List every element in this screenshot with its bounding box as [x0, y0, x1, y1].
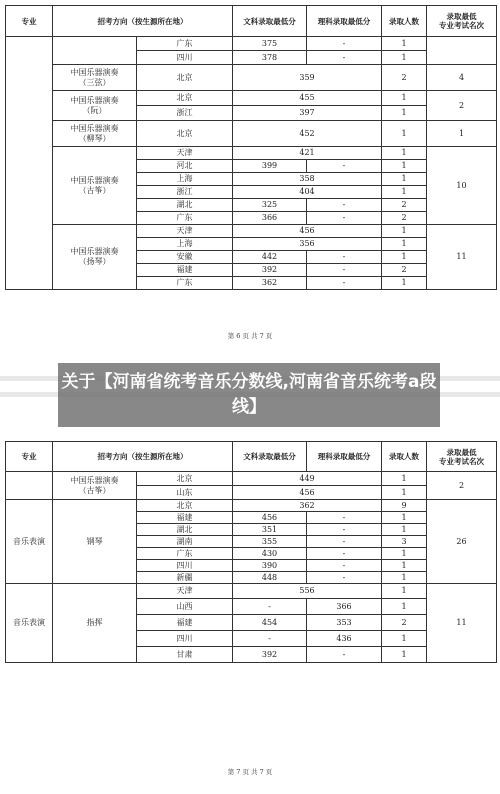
region-cell: 广东 — [137, 37, 233, 51]
direction-cell: 中国乐器演奏 （古筝） — [53, 147, 137, 225]
region-cell: 北京 — [137, 65, 233, 91]
region-cell: 浙江 — [137, 186, 233, 199]
direction-cell: 指挥 — [53, 584, 137, 663]
rank-cell: 2 — [427, 472, 497, 500]
count-cell: 2 — [382, 199, 427, 212]
rank-cell: 1 — [427, 121, 497, 147]
count-cell: 1 — [382, 121, 427, 147]
region-cell: 安徽 — [137, 251, 233, 264]
sci-score-cell: - — [307, 251, 382, 264]
region-cell: 新疆 — [137, 572, 233, 584]
region-cell: 河北 — [137, 160, 233, 173]
count-cell: 2 — [382, 212, 427, 225]
direction-cell: 中国乐器演奏 （扬琴） — [53, 225, 137, 290]
region-cell: 北京 — [137, 472, 233, 486]
score-cell: 456 — [233, 225, 382, 238]
sci-score-cell: - — [307, 264, 382, 277]
arts-score-cell: 399 — [233, 160, 307, 173]
rank-cell: 4 — [427, 65, 497, 91]
count-cell: 1 — [382, 584, 427, 599]
count-cell: 1 — [382, 599, 427, 615]
region-cell: 北京 — [137, 121, 233, 147]
region-cell: 天津 — [137, 225, 233, 238]
page-number: 第 7 页 共 7 页 — [227, 768, 273, 776]
table-row — [6, 121, 497, 147]
region-cell: 湖北 — [137, 524, 233, 536]
count-cell: 1 — [382, 512, 427, 524]
score-cell: 362 — [233, 500, 382, 512]
score-cell: 556 — [233, 584, 382, 599]
arts-score-cell: 448 — [233, 572, 307, 584]
count-cell: 1 — [382, 647, 427, 663]
arts-score-cell: 325 — [233, 199, 307, 212]
region-cell: 福建 — [137, 615, 233, 631]
header-major: 专业 — [6, 442, 53, 472]
count-cell: 1 — [382, 106, 427, 121]
header-sci-min: 理科录取最低分 — [307, 442, 382, 472]
arts-score-cell: 355 — [233, 536, 307, 548]
header-major: 专业 — [6, 6, 53, 37]
count-cell: 1 — [382, 186, 427, 199]
header-rank: 录取最低 专业考试名次 — [427, 6, 497, 37]
count-cell: 1 — [382, 277, 427, 290]
count-cell: 3 — [382, 536, 427, 548]
region-cell: 湖北 — [137, 199, 233, 212]
table-row — [6, 91, 497, 106]
arts-score-cell: 392 — [233, 264, 307, 277]
header-admitted: 录取人数 — [382, 442, 427, 472]
region-cell: 甘肃 — [137, 647, 233, 663]
direction-cell: 中国乐器演奏 （三弦） — [53, 65, 137, 91]
region-cell: 湖南 — [137, 536, 233, 548]
score-cell: 421 — [233, 147, 382, 160]
count-cell: 2 — [382, 615, 427, 631]
rank-cell: 2 — [427, 91, 497, 121]
table-row — [6, 37, 497, 51]
score-cell: 359 — [233, 65, 382, 91]
rank-cell: 26 — [427, 500, 497, 584]
count-cell: 9 — [382, 500, 427, 512]
region-cell: 山东 — [137, 486, 233, 500]
direction-cell: 中国乐器演奏 （柳琴） — [53, 121, 137, 147]
header-arts-min: 文科录取最低分 — [233, 442, 307, 472]
count-cell: 2 — [382, 65, 427, 91]
sci-score-cell: 353 — [307, 615, 382, 631]
header-direction: 招考方向（按生源所在地） — [53, 442, 233, 472]
sci-score-cell: - — [307, 572, 382, 584]
major-cell: 音乐表演 — [6, 584, 53, 663]
rank-cell — [427, 37, 497, 65]
region-cell: 山西 — [137, 599, 233, 615]
count-cell: 1 — [382, 238, 427, 251]
arts-score-cell: - — [233, 599, 307, 615]
arts-score-cell: 362 — [233, 277, 307, 290]
major-cell — [6, 472, 53, 500]
count-cell: 1 — [382, 91, 427, 106]
table-row — [6, 225, 497, 238]
header-direction: 招考方向（按生源所在地） — [53, 6, 233, 37]
rank-cell: 11 — [427, 225, 497, 290]
sci-score-cell: - — [307, 512, 382, 524]
region-cell: 福建 — [137, 512, 233, 524]
count-cell: 2 — [382, 264, 427, 277]
score-cell: 452 — [233, 121, 382, 147]
region-cell: 四川 — [137, 560, 233, 572]
score-cell: 404 — [233, 186, 382, 199]
arts-score-cell: 390 — [233, 560, 307, 572]
major-cell: 音乐表演 — [6, 500, 53, 584]
arts-score-cell: 378 — [233, 51, 307, 65]
sci-score-cell: - — [307, 277, 382, 290]
sci-score-cell: - — [307, 160, 382, 173]
sci-score-cell: - — [307, 560, 382, 572]
score-cell: 455 — [233, 91, 382, 106]
arts-score-cell: 392 — [233, 647, 307, 663]
sci-score-cell: - — [307, 37, 382, 51]
header-arts-min: 文科录取最低分 — [233, 6, 307, 37]
sci-score-cell: - — [307, 524, 382, 536]
arts-score-cell: 375 — [233, 37, 307, 51]
count-cell: 1 — [382, 548, 427, 560]
region-cell: 广东 — [137, 277, 233, 290]
sci-score-cell: - — [307, 548, 382, 560]
score-cell: 397 — [233, 106, 382, 121]
table-row — [6, 472, 497, 486]
sci-score-cell: - — [307, 212, 382, 225]
rank-cell: 10 — [427, 147, 497, 225]
direction-cell: 中国乐器演奏 （阮） — [53, 91, 137, 121]
region-cell: 天津 — [137, 584, 233, 599]
region-cell: 天津 — [137, 147, 233, 160]
count-cell: 1 — [382, 560, 427, 572]
count-cell: 1 — [382, 486, 427, 500]
sci-score-cell: 366 — [307, 599, 382, 615]
direction-cell: 钢琴 — [53, 500, 137, 584]
table-row — [6, 65, 497, 91]
count-cell: 1 — [382, 572, 427, 584]
score-table-top — [5, 5, 497, 290]
region-cell: 上海 — [137, 173, 233, 186]
count-cell: 1 — [382, 173, 427, 186]
count-cell: 1 — [382, 51, 427, 65]
region-cell: 四川 — [137, 631, 233, 647]
count-cell: 1 — [382, 37, 427, 51]
count-cell: 1 — [382, 524, 427, 536]
region-cell: 广东 — [137, 548, 233, 560]
rank-cell: 11 — [427, 584, 497, 663]
region-cell: 广东 — [137, 212, 233, 225]
arts-score-cell: - — [233, 631, 307, 647]
arts-score-cell: 442 — [233, 251, 307, 264]
arts-score-cell: 454 — [233, 615, 307, 631]
count-cell: 1 — [382, 472, 427, 486]
document-page-top — [0, 0, 500, 350]
sci-score-cell: 436 — [307, 631, 382, 647]
score-cell: 356 — [233, 238, 382, 251]
arts-score-cell: 366 — [233, 212, 307, 225]
direction-cell: 中国乐器演奏 （古筝） — [53, 472, 137, 500]
article-title: 关于【河南省统考音乐分数线,河南省音乐统考a段线】 — [61, 372, 437, 417]
sci-score-cell: - — [307, 199, 382, 212]
score-cell: 358 — [233, 173, 382, 186]
region-cell: 福建 — [137, 264, 233, 277]
count-cell: 1 — [382, 631, 427, 647]
sci-score-cell: - — [307, 536, 382, 548]
table-row — [6, 147, 497, 160]
page-number: 第 6 页 共 7 页 — [227, 332, 273, 340]
region-cell: 浙江 — [137, 106, 233, 121]
table-row — [6, 584, 497, 599]
region-cell: 四川 — [137, 51, 233, 65]
sci-score-cell: - — [307, 647, 382, 663]
count-cell: 1 — [382, 225, 427, 238]
major-cell — [6, 37, 53, 290]
score-cell: 449 — [233, 472, 382, 486]
header-admitted: 录取人数 — [382, 6, 427, 37]
region-cell: 上海 — [137, 238, 233, 251]
count-cell: 1 — [382, 160, 427, 173]
arts-score-cell: 430 — [233, 548, 307, 560]
arts-score-cell: 456 — [233, 512, 307, 524]
table-row — [6, 500, 497, 512]
region-cell: 北京 — [137, 91, 233, 106]
score-cell: 456 — [233, 486, 382, 500]
header-rank: 录取最低 专业考试名次 — [427, 442, 497, 472]
score-table-bottom — [5, 441, 497, 663]
region-cell: 北京 — [137, 500, 233, 512]
article-title-banner — [58, 363, 440, 427]
direction-cell — [53, 37, 137, 65]
arts-score-cell: 351 — [233, 524, 307, 536]
header-sci-min: 理科录取最低分 — [307, 6, 382, 37]
count-cell: 1 — [382, 147, 427, 160]
count-cell: 1 — [382, 251, 427, 264]
sci-score-cell: - — [307, 51, 382, 65]
document-page-bottom — [0, 436, 500, 794]
